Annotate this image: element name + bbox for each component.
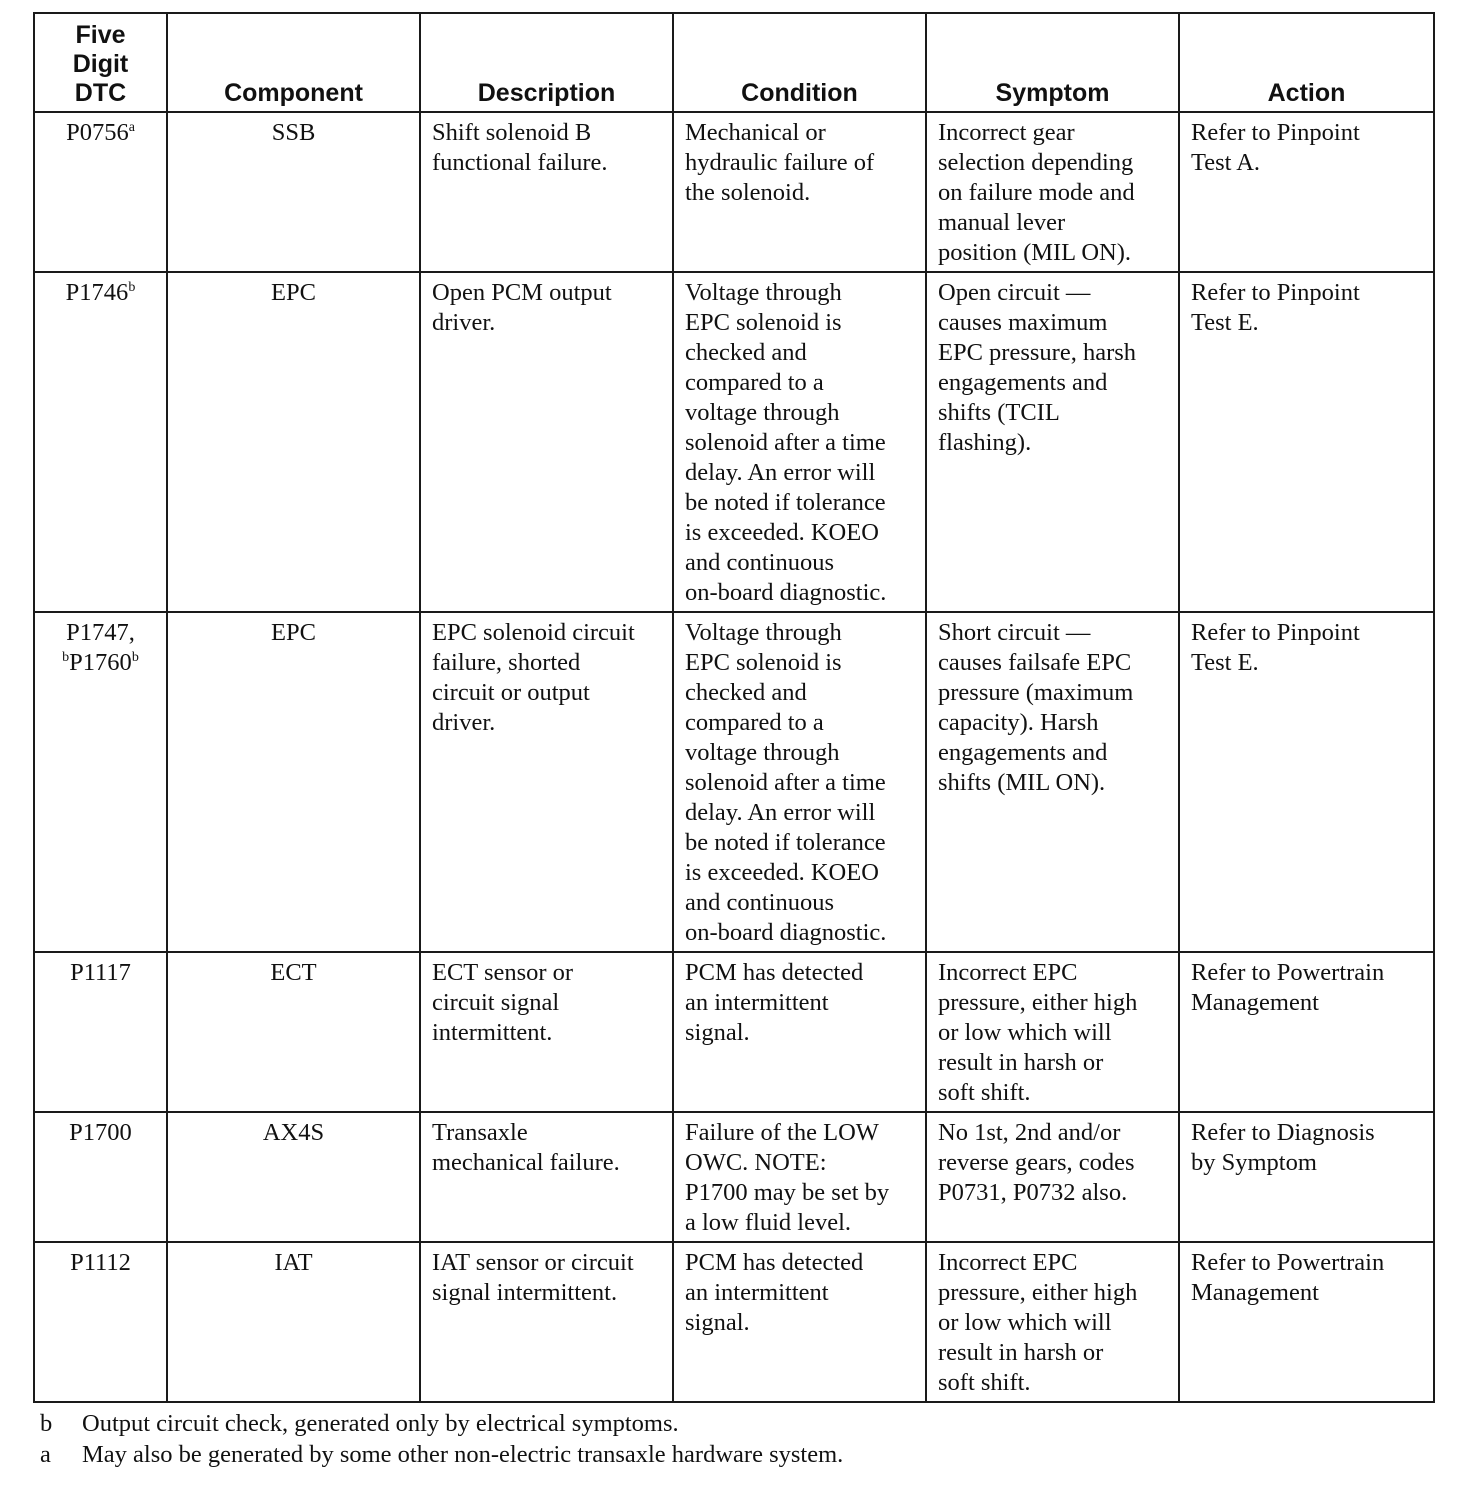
action-cell [1179, 1112, 1434, 1242]
component-cell [167, 112, 420, 272]
description-text: Shift solenoid B functional failure. [432, 119, 608, 176]
header-component: Component [167, 13, 420, 112]
header-dtc-line: Five [75, 21, 126, 49]
footnote-text: Output circuit check, generated only by electrical symptoms. [82, 1410, 679, 1437]
footnotes [40, 1408, 1430, 1470]
table-row [34, 112, 1434, 272]
symptom-text: Incorrect EPC pressure, either high or low which will result in harsh or soft shift. [938, 959, 1138, 1106]
condition-cell [673, 1242, 926, 1402]
footnote-letter: b [40, 1410, 53, 1437]
condition-cell [673, 112, 926, 272]
dtc-code-cell [34, 1112, 167, 1242]
condition-cell [673, 612, 926, 952]
table-row [34, 272, 1434, 612]
action-cell [1179, 612, 1434, 952]
action-cell [1179, 952, 1434, 1112]
action-text: Refer to Pinpoint Test E. [1191, 619, 1360, 676]
dtc-code-cell [34, 112, 167, 272]
description-cell [420, 952, 673, 1112]
footnote-marker: b [131, 650, 139, 665]
condition-text: PCM has detected an intermittent signal. [685, 959, 864, 1046]
dtc-code-line1 [39, 278, 162, 308]
condition-cell [673, 952, 926, 1112]
symptom-text: No 1st, 2nd and/or reverse gears, codes P0731, P0732 also. [938, 1119, 1135, 1206]
dtc-code: P1746 [65, 279, 129, 306]
symptom-cell [926, 612, 1179, 952]
description-text: Open PCM output driver. [432, 279, 612, 336]
component-text: AX4S [262, 1119, 325, 1146]
dtc-code: P1760 [69, 649, 132, 676]
action-text: Refer to Powertrain Management [1191, 1249, 1385, 1306]
action-cell [1179, 112, 1434, 272]
symptom-text: Short circuit — causes failsafe EPC pressure (maximum capacity). Harsh engagements and shifts (MIL ON). [938, 619, 1134, 796]
description-cell [420, 112, 673, 272]
component-text: ECT [270, 959, 317, 986]
dtc-code-line1 [39, 1118, 162, 1148]
component-cell [167, 952, 420, 1112]
component-cell [167, 1112, 420, 1242]
dtc-code: P1117 [70, 959, 131, 986]
header-dtc-line: Digit [72, 50, 129, 78]
condition-text: Voltage through EPC solenoid is checked and compared to a voltage through solenoid after a time delay. An error will be noted if tolerance is exceeded. KOEO and continuous on-board diagnostic. [685, 619, 887, 946]
symptom-cell [926, 1242, 1179, 1402]
dtc-code-line1 [39, 958, 162, 988]
dtc-code: P0756 [66, 119, 129, 146]
header-description: Description [420, 13, 673, 112]
dtc-table [33, 12, 1435, 1403]
symptom-text: Incorrect gear selection depending on failure mode and manual lever position (MIL ON). [938, 119, 1135, 266]
condition-text: PCM has detected an intermittent signal. [685, 1249, 864, 1336]
component-text: IAT [274, 1249, 313, 1276]
action-text: Refer to Pinpoint Test E. [1191, 279, 1360, 336]
condition-text: Voltage through EPC solenoid is checked and compared to a voltage through solenoid after a time delay. An error will be noted if tolerance is exceeded. KOEO and continuous on-board diagnostic. [685, 279, 887, 606]
footnote-marker: b [128, 280, 136, 295]
component-text: EPC [271, 279, 316, 306]
condition-cell [673, 272, 926, 612]
symptom-text: Incorrect EPC pressure, either high or low which will result in harsh or soft shift. [938, 1249, 1138, 1396]
symptom-cell [926, 952, 1179, 1112]
description-cell [420, 612, 673, 952]
action-cell [1179, 1242, 1434, 1402]
description-text: ECT sensor or circuit signal intermittent. [432, 959, 574, 1046]
dtc-code: P1747, [66, 619, 135, 646]
component-cell [167, 612, 420, 952]
dtc-code-cell [34, 612, 167, 952]
dtc-code-line1 [39, 1248, 162, 1278]
action-cell [1179, 272, 1434, 612]
table-row [34, 1242, 1434, 1402]
header-condition: Condition [673, 13, 926, 112]
component-text: EPC [271, 619, 316, 646]
description-cell [420, 272, 673, 612]
dtc-code: P1700 [69, 1119, 132, 1146]
symptom-cell [926, 112, 1179, 272]
component-text: SSB [271, 119, 316, 146]
header-action: Action [1179, 13, 1434, 112]
header-dtc-line: DTC [74, 79, 127, 107]
component-cell [167, 272, 420, 612]
header-symptom: Symptom [926, 13, 1179, 112]
component-cell [167, 1242, 420, 1402]
description-cell [420, 1242, 673, 1402]
condition-text: Mechanical or hydraulic failure of the solenoid. [685, 119, 875, 206]
table-row [34, 612, 1434, 952]
table-row [34, 952, 1434, 1112]
symptom-text: Open circuit — causes maximum EPC pressure, harsh engagements and shifts (TCIL flashing). [938, 279, 1137, 456]
condition-text: Failure of the LOW OWC. NOTE: P1700 may be set by a low fluid level. [685, 1119, 890, 1236]
dtc-code-cell [34, 1242, 167, 1402]
symptom-cell [926, 1112, 1179, 1242]
footnote-marker: b [62, 650, 70, 665]
header-dtc [34, 13, 167, 112]
action-text: Refer to Powertrain Management [1191, 959, 1385, 1016]
table-header-row [34, 13, 1434, 112]
table-body [34, 112, 1434, 1402]
dtc-code: P1112 [70, 1249, 131, 1276]
dtc-code-line1 [39, 618, 162, 648]
dtc-code-cell [34, 272, 167, 612]
description-text: EPC solenoid circuit failure, shorted circuit or output driver. [432, 619, 635, 736]
description-text: Transaxle mechanical failure. [432, 1119, 620, 1176]
action-text: Refer to Pinpoint Test A. [1191, 119, 1360, 176]
footnote [40, 1408, 1430, 1439]
symptom-cell [926, 272, 1179, 612]
dtc-code-line1 [39, 118, 162, 148]
footnote [40, 1439, 1430, 1470]
footnote-letter: a [40, 1441, 51, 1468]
action-text: Refer to Diagnosis by Symptom [1191, 1119, 1375, 1176]
table-row [34, 1112, 1434, 1242]
footnote-marker: a [128, 120, 135, 135]
footnote-text: May also be generated by some other non-electric transaxle hardware system. [82, 1441, 844, 1468]
description-text: IAT sensor or circuit signal intermittent. [432, 1249, 634, 1306]
description-cell [420, 1112, 673, 1242]
condition-cell [673, 1112, 926, 1242]
dtc-code-cell [34, 952, 167, 1112]
dtc-code-line2 [39, 648, 162, 678]
